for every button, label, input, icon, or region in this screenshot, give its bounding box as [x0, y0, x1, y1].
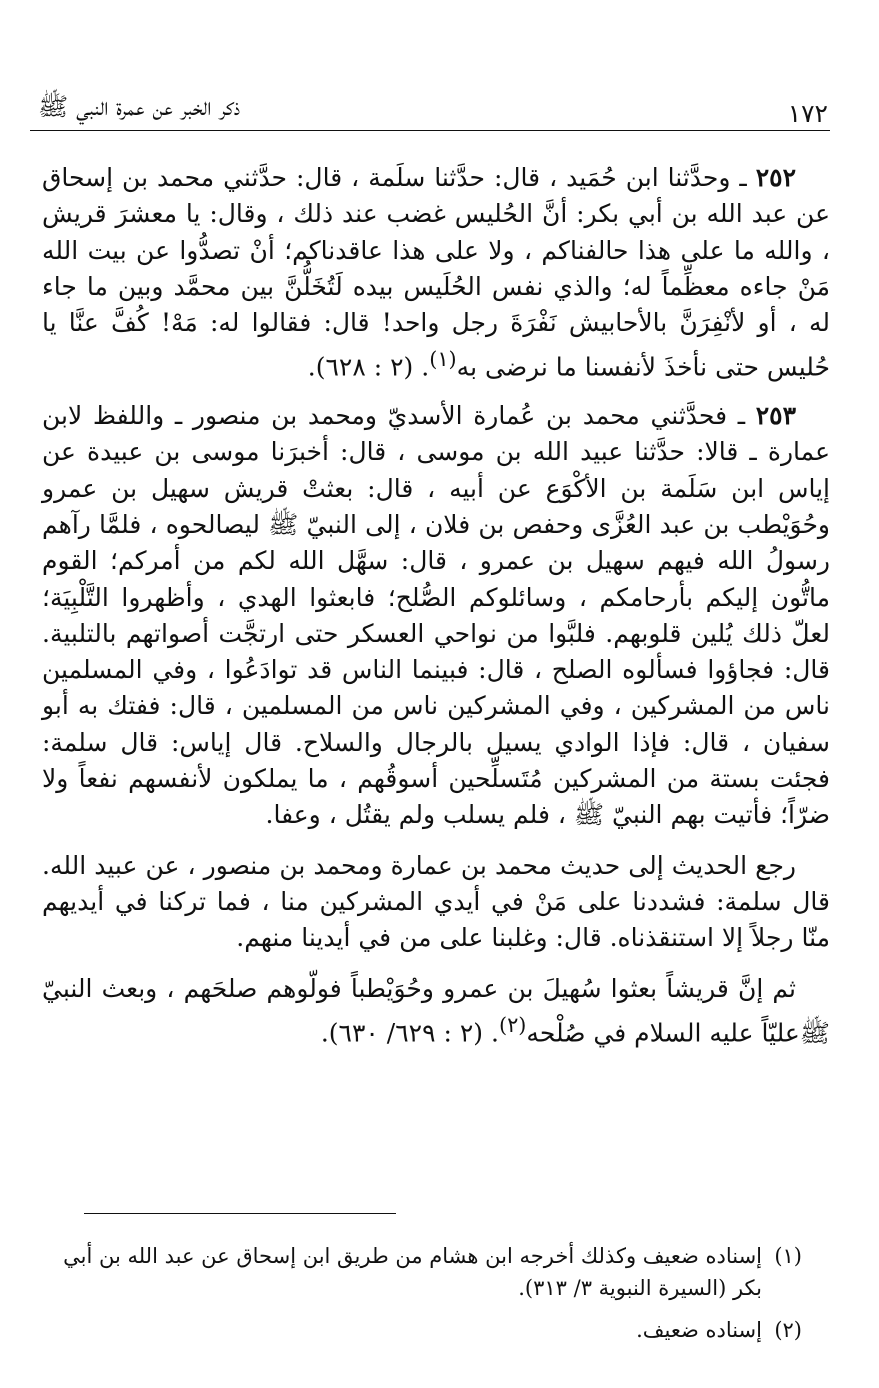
main-text [42, 160, 830, 1051]
footnote-mark[interactable]: (٢) [498, 1012, 527, 1037]
hadith-253 [42, 398, 830, 834]
paragraph-text: ثم إنَّ قريشاً بعثوا سُهيلَ بن عمرو وحُوَيْطباً فولّوهم صلحَهم ، وبعث النبيّ ﷺعليّاً عليه السلام في صُلْحه [42, 973, 830, 1048]
source-reference: (٢ : ٦٢٨). [307, 352, 414, 382]
hadith-number: ٢٥٣ [755, 401, 797, 431]
hadith-text: ـ وحدَّثنا ابن حُمَيد ، قال: حدَّثنا سلَمة ، قال: حدَّثني محمد بن إسحاق عن عبد الله بن أبي بكر: أنَّ الحُليس غضب عند ذلك ، وقال: يا معشرَ قريش ، والله ما على هذا حالفناكم ، ولا على هذا عاقدناكم؛ أنْ تصدُّوا عن بيت الله مَنْ جاءه معظِّماً له؛ والذي نفس الحُلَيس بيده لَتُخَلُّنَّ بين محمَّد وبين ما جاء له ، أو لأنْفِرَنَّ بالأحابيش نَفْرَةَ رجل واحد! قال: فقالوا له: مَهْ! كُفَّ عنَّا يا حُليس حتى نأخذَ لأنفسنا ما نرضى به [42, 163, 830, 382]
footnote-rule [84, 1213, 396, 1214]
footnote-text: إسناده ضعيف وكذلك أخرجه ابن هشام من طريق ابن إسحاق عن عبد الله بن أبي بكر (السيرة النبوية ٣/ ٣١٣). [63, 1244, 762, 1300]
hadith-252: ٢٥٢ ـ وحدَّثنا ابن حُمَيد ، قال: حدَّثنا سلَمة ، قال: حدَّثني محمد بن إسحاق عن عبد الله بن أبي بكر: أنَّ الحُليس غضب عند ذلك ، وقال: يا معشرَ قريش ، والله ما على هذا حالفناكم ، ولا على هذا عاقدناكم؛ أنْ تصدُّوا عن بيت الله مَنْ جاءه معظِّماً له؛ والذي نفس الحُلَيس بيده لَتُخَلُّنَّ بين محمَّد وبين ما جاء له ، أو لأنْفِرَنَّ بالأحابيش نَفْرَةَ رجل واحد! قال: فقالوا له: مَهْ! كُفَّ عنَّا يا حُليس حتى نأخذَ لأنفسنا ما نرضى به$^{(١)}$. (٢ : ٦٢٨). [42, 163, 830, 382]
footnote-1 [42, 1240, 802, 1304]
page-number: ١٧٢ [787, 99, 828, 128]
page-header [38, 88, 828, 128]
footnote-label: (١) [774, 1244, 802, 1268]
hadith-number: ٢٥٢ [755, 163, 797, 192]
source-reference: (٢ : ٦٢٩/ ٦٣٠). [320, 1018, 484, 1048]
footnote-text: إسناده ضعيف. [636, 1318, 762, 1342]
header-rule [30, 130, 830, 131]
footnote-mark[interactable]: (١) [429, 347, 457, 372]
footnotes [42, 1240, 802, 1346]
footnote-label: (٢) [774, 1318, 802, 1342]
footnote-2 [42, 1314, 802, 1346]
paragraph-text: رجع الحديث إلى حديث محمد بن عمارة ومحمد بن منصور ، عن عبيد الله. قال سلمة: فشددنا على مَنْ في أيدي المشركين منا ، فما تركنا في أيديهم منّا رجلاً إلا استنقذناه. قال: وغلبنا على من في أيدينا منهم. [42, 850, 830, 953]
closing-paragraph: ثم إنَّ قريشاً بعثوا سُهيلَ بن عمرو وحُوَيْطباً فولّوهم صلحَهم ، وبعث النبيّ ﷺعليّاً عليه السلام في صُلْحه$^{(٢)}$. (٢ : ٦٢٩/ ٦٣٠). [42, 973, 830, 1048]
running-title: ذكر الخبر عن عمرة النبي ﷺ [38, 92, 241, 121]
hadith-text: ـ فحدَّثني محمد بن عُمارة الأسديّ ومحمد بن منصور ـ واللفظ لابن عمارة ـ قالا: حدَّثنا عبيد الله بن موسى ، قال: أخبرَنا موسى بن عبيدة عن إياس ابن سَلَمة بن الأكْوَع عن أبيه ، قال: بعثتْ قريش سهيل بن عمرو وحُوَيْطب بن عبد العُزَّى وحفص بن فلان ، إلى النبيّ ﷺ ليصالحوه ، فلمَّا رآهم رسولُ الله فيهم سهيل بن عمرو ، قال: سهَّل الله لكم من أمركم؛ القوم ماتُّون إليكم بأرحامكم ، وسائلوكم الصُّلح؛ فابعثوا الهدي ، وأظهروا التَّلْبِيَة؛ لعلّ ذلك يُلين قلوبهم. فلبَّوا من نواحي العسكر حتى ارتجَّت أصواتهم بالتلبية. قال: فجاؤوا فسألوه الصلح ، قال: فبينما الناس قد توادَعُوا ، وفي المسلمين ناس من المشركين ، وفي المشركين ناس من المسلمين ، قال: ففتك به أبو سفيان ، قال: فإذا الوادي يسيل بالرجال والسلاح. قال إياس: قال سلمة: فجئت بستة من المشركين مُتَسلِّحين أسوقُهم ، ما يملكون لأنفسهم نفعاً ولا ضرّاً؛ فأتيت بهم النبيّ ﷺ ، فلم يسلب ولم يقتُل ، وعفا. [42, 401, 830, 830]
narration-return-paragraph [42, 848, 830, 957]
